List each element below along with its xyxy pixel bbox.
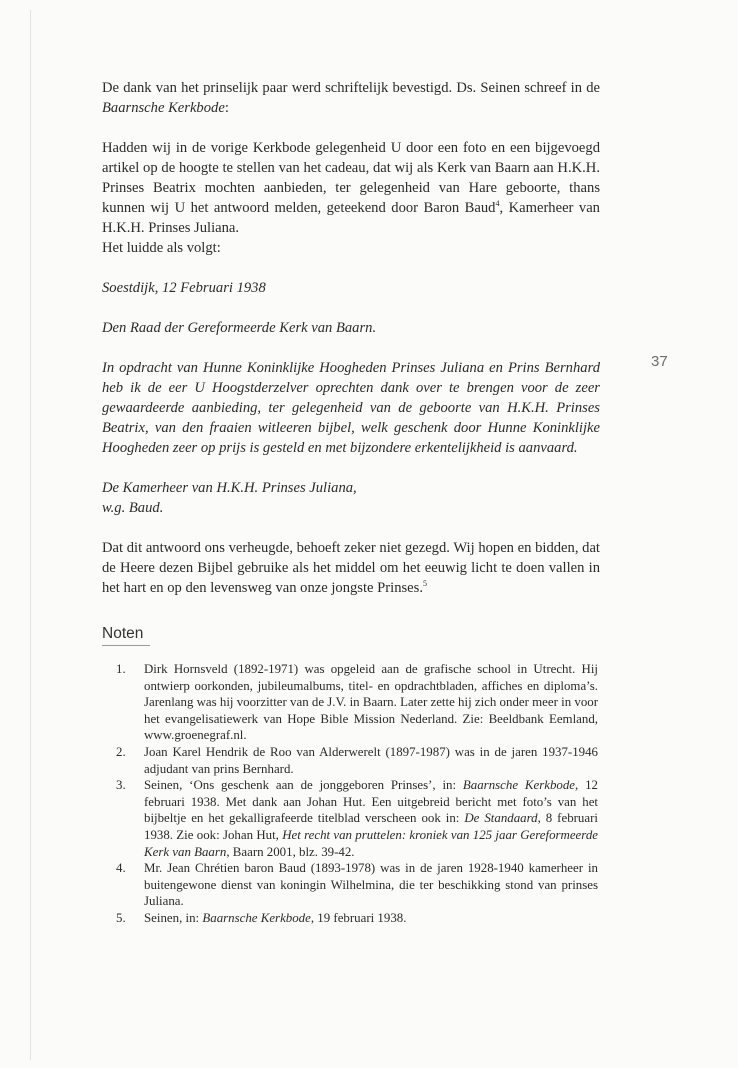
note-item: 5. Seinen, in: Baarnsche Kerkbode, 19 februari 1938. [116, 910, 407, 925]
signature: De Kamerheer van H.K.H. Prinses Juliana, w.g. Baud. [102, 480, 357, 516]
note-item: 4. Mr. Jean Chrétien baron Baud (1893-1978) was in de jaren 1928-1940 kamerheer in buitengewone dienst van koningin Wilhelmina, die ter beschikking stond van prinses Juliana. [116, 861, 598, 909]
main-text [102, 78, 600, 598]
note-item: 2. Joan Karel Hendrik de Roo van Alderwerelt (1897-1987) was in de jaren 1937-1946 adjudant van prins Bernhard. [116, 744, 598, 776]
intro-paragraph: De dank van het prinselijk paar werd schriftelijk bevestigd. Ds. Seinen schreef in de Baarnsche Kerkbode: [102, 80, 600, 116]
notes-heading-underline [102, 645, 150, 646]
letter-body: In opdracht van Hunne Koninklijke Hoogheden Prinses Juliana en Prins Bernhard heb ik de eer U Hoogstderzelver oprechten dank over te brengen voor de zeer gewaardeerde aanbieding, ter gelegenheid van de geboorte van H.K.H. Prinses Beatrix, van den fraaien witleeren bijbel, welk geschenk door Hunne Koninklijke Hoogheden zeer op prijs is gesteld en met bijzondere erkentelijkheid is aanvaard. [102, 360, 600, 456]
footnote-ref-4[interactable]: 4 [495, 199, 500, 208]
letter-intro-paragraph: Hadden wij in de vorige Kerkbode gelegenheid U door een foto en een bijgevoegd artikel op de hoogte te stellen van het cadeau, dat wij als Kerk van Baarn aan H.K.H. Prinses Beatrix mochten aanbieden, ter gelegenheid van Hare geboorte, thans kunnen wij U het antwoord melden, geteekend door Baron Baud$^4$, Kamerheer van H.K.H. Prinses Juliana. Het luidde als volgt: [102, 140, 600, 256]
note-item: 1. Dirk Hornsveld (1892-1971) was opgeleid aan de grafische school in Utrecht. Hij ontwierp oorkonden, jubileumalbums, titel- en opdrachtbladen, affiches en diploma’s. Jarenlang was hij voorzitter van de J.V. in Baarn. Later zette hij zich onder meer in voor het evangelisatiewerk van Hope Bible Mission Nederland. Zie: Beeldbank Eemland, www.groenegraf.nl. [116, 662, 598, 743]
letter-date: Soestdijk, 12 Februari 1938 [102, 280, 266, 296]
notes-heading: Noten [102, 625, 144, 642]
gutter-line [30, 10, 31, 1060]
notes-list [116, 661, 598, 927]
note-item: 3. Seinen, ‘Ons geschenk aan de jonggeboren Prinses’, in: Baarnsche Kerkbode, 12 februari 1938. Met dank aan Johan Hut. Een uitgebreid bericht met foto’s van het bijbeltje en het gekalligrafeerde titelblad verscheen ook in: De Standaard, 8 februari 1938. Zie ook: Johan Hut, Het recht van pruttelen: kroniek van 125 jaar Gereformeerde Kerk van Baarn, Baarn 2001, blz. 39-42. [116, 778, 598, 859]
page-number: 37 [651, 353, 668, 370]
closing-paragraph: Dat dit antwoord ons verheugde, behoeft zeker niet gezegd. Wij hopen en bidden, dat de Heere dezen Bijbel gebruike als het middel om het eeuwig licht te doen vallen in het hart en op den levensweg van onze jongste Prinses.$^5$ [102, 540, 600, 596]
footnote-ref-5[interactable]: 5 [422, 579, 427, 588]
letter-addressee: Den Raad der Gereformeerde Kerk van Baarn. [102, 320, 377, 336]
